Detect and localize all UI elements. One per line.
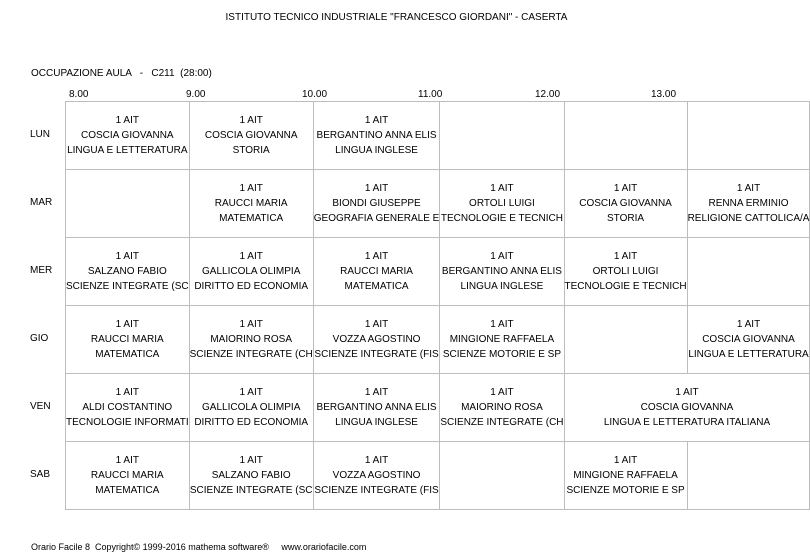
teacher-name: COSCIA GIOVANNA: [640, 402, 734, 413]
class-label: 1 AIT: [490, 387, 514, 398]
lesson-cell: [189, 306, 313, 374]
lesson-cell: [189, 442, 313, 510]
teacher-name: RAUCCI MARIA: [90, 470, 164, 481]
class-label: 1 AIT: [736, 319, 761, 330]
class-label: 1 AIT: [364, 115, 389, 126]
teacher-name: SALZANO FABIO: [211, 470, 291, 481]
teacher-name: MINGIONE RAFFAELA: [449, 334, 555, 345]
lesson-cell: [313, 374, 440, 442]
subject-name: SCIENZE MOTORIE E SP: [566, 485, 685, 496]
empty-slot-cell: [687, 102, 810, 170]
subject-name: LINGUA INGLESE: [335, 417, 418, 428]
day-row-mar: [66, 170, 810, 238]
teacher-name: MINGIONE RAFFAELA: [573, 470, 678, 481]
day-label: SAB: [30, 469, 51, 480]
room-occupancy-subtitle: OCCUPAZIONE AULA - C211 (28:00): [31, 68, 212, 79]
lesson-cell: [564, 442, 687, 510]
subject-name: SCIENZE INTEGRATE (FIS: [314, 349, 439, 360]
lesson-cell: [66, 306, 190, 374]
lesson-cell: [189, 374, 313, 442]
teacher-name: RAUCCI MARIA: [340, 266, 413, 277]
subject-name: SCIENZE INTEGRATE (SC: [189, 485, 313, 496]
subject-name: SCIENZE INTEGRATE (CH: [189, 349, 313, 360]
footer-copyright: Orario Facile 8 Copyright© 1999-2016 mathema software® www.orariofacile.com: [31, 542, 367, 552]
lesson-cell: [66, 442, 190, 510]
lesson-cell: [313, 170, 440, 238]
teacher-name: GALLICOLA OLIMPIA: [202, 402, 301, 413]
subject-name: MATEMATICA: [344, 281, 409, 292]
day-label: LUN: [30, 129, 51, 140]
empty-slot-cell: [440, 442, 564, 510]
subject-name: SCIENZE INTEGRATE (FIS: [314, 485, 439, 496]
subject-name: TECNOLOGIE E TECNICH: [440, 213, 563, 224]
day-row-mer: [66, 238, 810, 306]
subject-name: MATEMATICA: [95, 349, 160, 360]
teacher-name: COSCIA GIOVANNA: [204, 130, 298, 141]
teacher-name: VOZZA AGOSTINO: [332, 334, 421, 345]
teacher-name: VOZZA AGOSTINO: [332, 470, 421, 481]
subject-name: RELIGIONE CATTOLICA/A: [687, 213, 810, 224]
subject-name: LINGUA E LETTERATURA: [688, 349, 809, 360]
subject-name: TECNOLOGIE INFORMATI: [66, 417, 189, 428]
teacher-name: COSCIA GIOVANNA: [80, 130, 174, 141]
lesson-cell: [189, 102, 313, 170]
class-label: 1 AIT: [736, 183, 761, 194]
subject-name: STORIA: [607, 213, 645, 224]
teacher-name: ALDI COSTANTINO: [82, 402, 173, 413]
teacher-name: MAIORINO ROSA: [461, 402, 543, 413]
subject-name: DIRITTO ED ECONOMIA: [194, 281, 309, 292]
time-label: 8.00: [69, 89, 89, 100]
class-label: 1 AIT: [239, 387, 263, 398]
lesson-cell: [687, 306, 810, 374]
teacher-name: BIONDI GIUSEPPE: [332, 198, 421, 209]
day-row-ven: [66, 374, 810, 442]
class-label: 1 AIT: [239, 455, 263, 466]
lesson-cell: [66, 374, 190, 442]
lesson-cell: [564, 374, 810, 442]
teacher-name: COSCIA GIOVANNA: [702, 334, 795, 345]
class-label: 1 AIT: [613, 251, 638, 262]
class-label: 1 AIT: [239, 115, 263, 126]
time-label: 11.00: [418, 89, 443, 100]
lesson-cell: [440, 306, 564, 374]
lesson-cell: [440, 238, 564, 306]
subject-name: MATEMATICA: [95, 485, 160, 496]
subject-name: DIRITTO ED ECONOMIA: [194, 417, 309, 428]
lesson-cell: [564, 238, 687, 306]
empty-slot-cell: [564, 306, 687, 374]
class-label: 1 AIT: [364, 455, 389, 466]
teacher-name: ORTOLI LUIGI: [469, 198, 535, 209]
class-label: 1 AIT: [239, 251, 263, 262]
empty-slot-cell: [687, 442, 810, 510]
time-label: 13.00: [651, 89, 677, 100]
lesson-cell: [313, 102, 440, 170]
teacher-name: BERGANTINO ANNA ELIS: [316, 130, 437, 141]
day-label: MAR: [30, 197, 53, 208]
lesson-cell: [66, 102, 190, 170]
teacher-name: GALLICOLA OLIMPIA: [202, 266, 301, 277]
class-label: 1 AIT: [364, 183, 389, 194]
teacher-name: COSCIA GIOVANNA: [579, 198, 672, 209]
subject-name: GEOGRAFIA GENERALE E: [313, 213, 440, 224]
subject-name: TECNOLOGIE E TECNICH: [564, 281, 687, 292]
time-label: 10.00: [302, 89, 328, 100]
subject-name: LINGUA INGLESE: [335, 145, 418, 156]
subject-name: SCIENZE MOTORIE E SP: [442, 349, 562, 360]
class-label: 1 AIT: [115, 115, 139, 126]
subject-name: LINGUA E LETTERATURA: [67, 145, 188, 156]
day-label: MER: [30, 265, 53, 276]
teacher-name: RAUCCI MARIA: [214, 198, 288, 209]
lesson-cell: [440, 170, 564, 238]
lesson-cell: [189, 238, 313, 306]
day-row-sab: [66, 442, 810, 510]
subject-name: LINGUA INGLESE: [460, 281, 544, 292]
lesson-cell: [66, 238, 190, 306]
teacher-name: BERGANTINO ANNA ELIS: [441, 266, 562, 277]
lesson-cell: [189, 170, 313, 238]
lesson-cell: [313, 238, 440, 306]
teacher-name: MAIORINO ROSA: [210, 334, 293, 345]
subject-name: SCIENZE INTEGRATE (SC: [66, 281, 189, 292]
class-label: 1 AIT: [613, 183, 638, 194]
class-label: 1 AIT: [364, 387, 389, 398]
teacher-name: ORTOLI LUIGI: [592, 266, 659, 277]
empty-slot-cell: [66, 170, 190, 238]
day-label: GIO: [30, 333, 49, 344]
class-label: 1 AIT: [115, 387, 139, 398]
lesson-cell: [564, 170, 687, 238]
class-label: 1 AIT: [239, 183, 263, 194]
class-label: 1 AIT: [490, 251, 514, 262]
empty-slot-cell: [687, 238, 810, 306]
class-label: 1 AIT: [115, 319, 139, 330]
day-row-gio: [66, 306, 810, 374]
subject-name: MATEMATICA: [219, 213, 284, 224]
subject-name: LINGUA E LETTERATURA ITALIANA: [603, 417, 771, 428]
time-label: 9.00: [186, 89, 206, 100]
day-label: VEN: [30, 401, 51, 412]
page-title: ISTITUTO TECNICO INDUSTRIALE "FRANCESCO GIORDANI" - CASERTA: [225, 12, 568, 23]
teacher-name: RENNA ERMINIO: [708, 198, 789, 209]
empty-slot-cell: [440, 102, 564, 170]
class-label: 1 AIT: [675, 387, 699, 398]
class-label: 1 AIT: [490, 183, 514, 194]
lesson-cell: [313, 442, 440, 510]
lesson-cell: [687, 170, 810, 238]
subject-name: SCIENZE INTEGRATE (CH: [440, 417, 564, 428]
class-label: 1 AIT: [490, 319, 514, 330]
empty-slot-cell: [564, 102, 687, 170]
day-row-lun: [66, 102, 810, 170]
subject-name: STORIA: [232, 145, 270, 156]
class-label: 1 AIT: [239, 319, 263, 330]
class-label: 1 AIT: [115, 251, 139, 262]
teacher-name: SALZANO FABIO: [87, 266, 167, 277]
class-label: 1 AIT: [115, 455, 139, 466]
teacher-name: RAUCCI MARIA: [90, 334, 164, 345]
class-label: 1 AIT: [364, 319, 389, 330]
teacher-name: BERGANTINO ANNA ELIS: [316, 402, 437, 413]
lesson-cell: [313, 306, 440, 374]
time-label: 12.00: [535, 89, 561, 100]
lesson-cell: [440, 374, 564, 442]
class-label: 1 AIT: [364, 251, 389, 262]
timetable-grid: [65, 101, 810, 510]
class-label: 1 AIT: [613, 455, 638, 466]
